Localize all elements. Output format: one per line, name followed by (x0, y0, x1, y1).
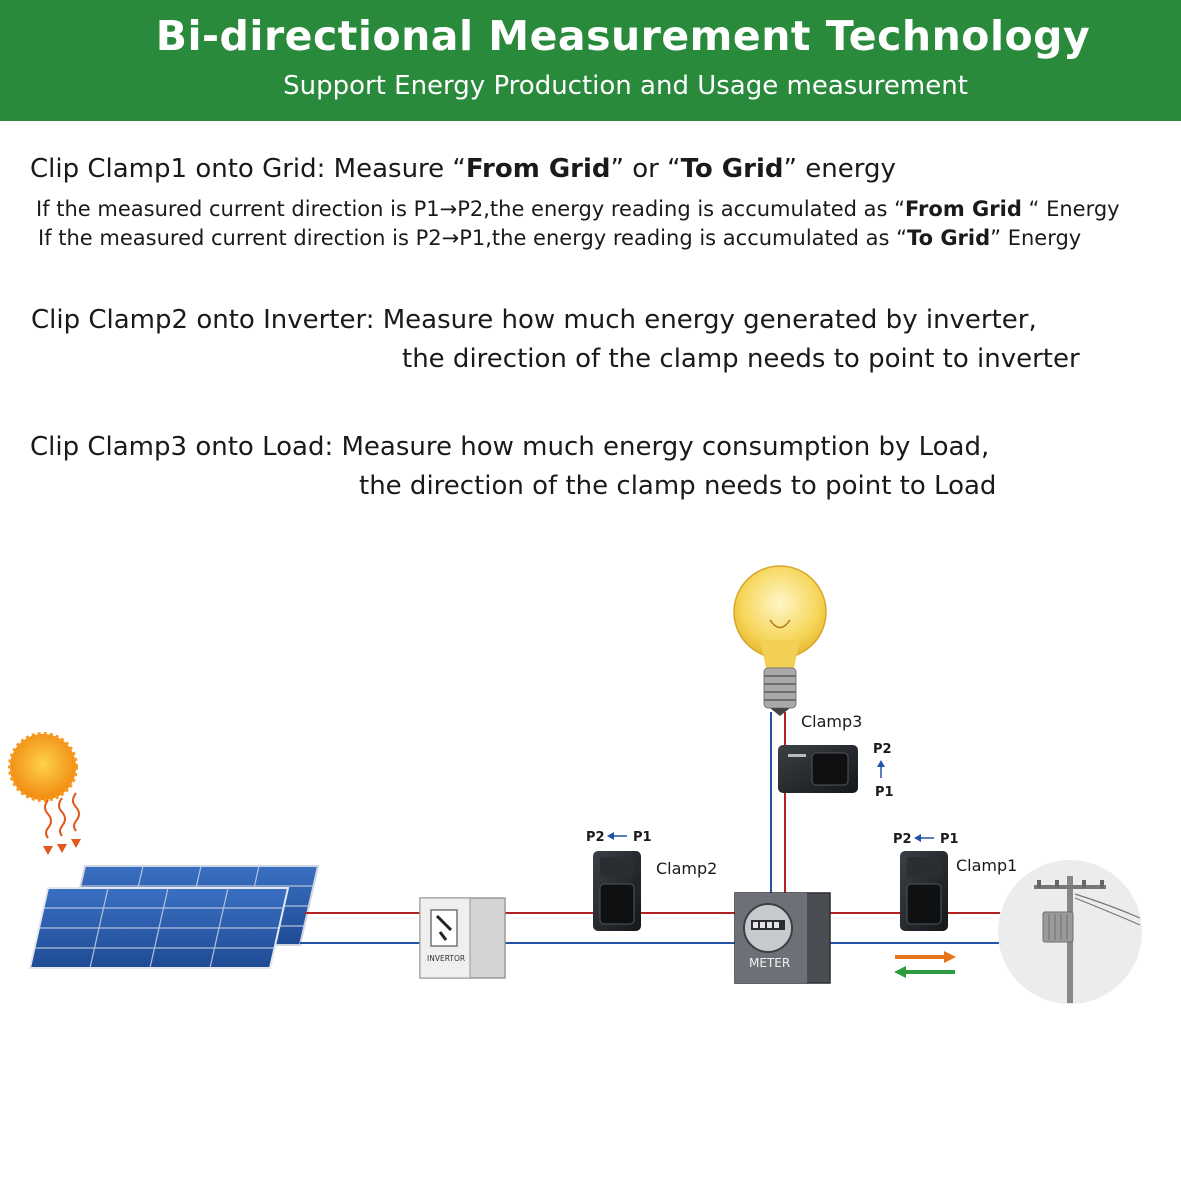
inverter-device (420, 898, 505, 978)
clamp2-p1-label: P1 (633, 830, 652, 845)
page-title: Bi-directional Measurement Technology (155, 12, 1091, 60)
to-grid-arrow-icon (895, 951, 956, 963)
clamp1-line2-bold: To Grid (907, 226, 991, 250)
page-subtitle: Support Energy Production and Usage measurement (283, 71, 968, 101)
clamp1-p1-label: P1 (940, 832, 959, 847)
wiring (300, 712, 1000, 943)
clamp1-to-grid: To Grid (680, 154, 784, 184)
clamp2-direction-arrow-icon (607, 832, 627, 840)
clamp3-lead: Clip Clamp3 onto Load (30, 432, 325, 462)
clamp1-device (900, 851, 948, 931)
clamp1-line1-post: “ Energy (1021, 197, 1120, 221)
light-bulb-icon (734, 566, 826, 716)
inverter-label: INVERTOR (427, 954, 466, 963)
solar-panel-icon (30, 866, 318, 968)
meter-label: METER (749, 956, 791, 970)
clamp1-direction-arrow-icon (914, 834, 934, 842)
clamp3-text2: the direction of the clamp needs to point to Load (359, 471, 997, 501)
clamp1-pre: Measure “ (325, 154, 466, 184)
clamp1-post: ” energy (783, 154, 896, 184)
clamp1-from-grid: From Grid (465, 154, 611, 184)
clamp1-label: Clamp1 (956, 856, 1018, 875)
utility-pole-icon (998, 860, 1142, 1004)
clamp3-p2-label: P2 (873, 742, 892, 757)
clamp2-label: Clamp2 (656, 859, 718, 878)
header-banner (0, 0, 1181, 121)
clamp3-label: Clamp3 (801, 712, 863, 731)
clamp1-heading (30, 154, 896, 184)
clamp2-device (593, 851, 641, 931)
clamp2-p2-label: P2 (586, 830, 605, 845)
from-grid-arrow-icon (894, 966, 955, 978)
clamp3-device (778, 745, 858, 793)
clamp1-lead: Clip Clamp1 onto Grid: (30, 154, 326, 184)
sun-icon (10, 734, 81, 855)
clamp2-heading (31, 305, 1037, 335)
clamp1-line2-pre: If the measured current direction is P2→P1,the energy reading is accumulated as “ (38, 226, 908, 250)
clamp2-text2: the direction of the clamp needs to point to inverter (402, 344, 1080, 374)
clamp3-p1-label: P1 (875, 785, 894, 800)
clamp1-mid: ” or “ (610, 154, 681, 184)
clamp3-direction-arrow-icon (877, 760, 885, 778)
clamp2-text1: Measure how much energy generated by inverter, (374, 305, 1037, 335)
clamp1-line1-bold: From Grid (905, 197, 1022, 221)
clamp1-p2-label: P2 (893, 832, 912, 847)
clamp1-line2 (38, 226, 1081, 250)
clamp3-text1: : Measure how much energy consumption by Load, (324, 432, 990, 462)
clamp3-heading (30, 432, 989, 462)
clamp1-line1-pre: If the measured current direction is P1→P2,the energy reading is accumulated as “ (36, 197, 906, 221)
clamp1-line2-post: ” Energy (990, 226, 1082, 250)
clamp1-line1 (36, 197, 1120, 221)
wiring-diagram (0, 540, 1181, 1060)
clamp2-lead: Clip Clamp2 onto Inverter: (31, 305, 375, 335)
